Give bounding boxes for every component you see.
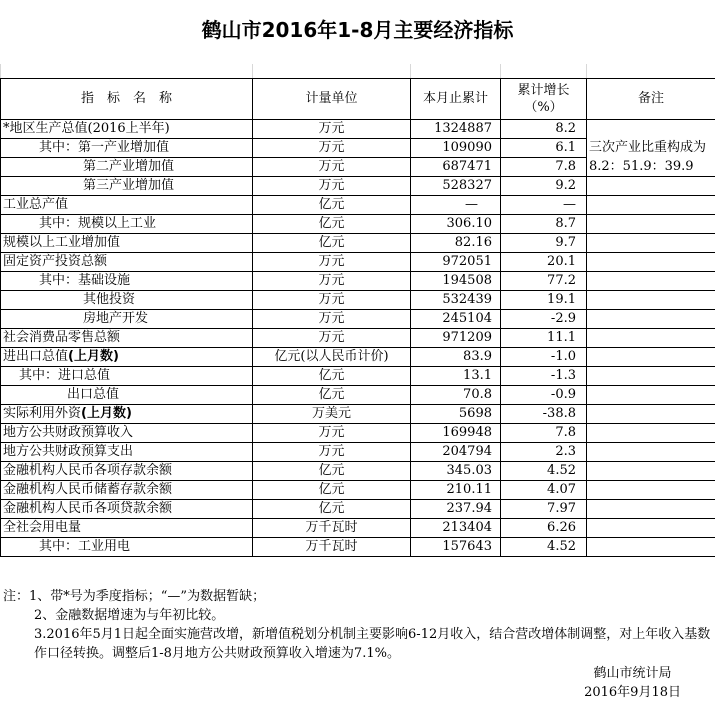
row-remark	[587, 424, 715, 443]
row-name: 全社会用电量	[1, 519, 253, 538]
row-remark	[587, 538, 715, 557]
row-name	[1, 405, 253, 424]
header-indicator: 指 标 名 称	[1, 79, 253, 120]
row-remark	[587, 329, 715, 348]
row-name: 其他投资	[1, 291, 253, 310]
row-name: 地方公共财政预算收入	[1, 424, 253, 443]
table-row	[1, 177, 715, 196]
row-remark	[587, 272, 715, 291]
table-row	[1, 120, 715, 139]
row-value: 972051	[411, 253, 501, 272]
header-cumulative: 本月止累计	[411, 79, 501, 120]
row-value: 245104	[411, 310, 501, 329]
row-unit: 万元	[253, 310, 411, 329]
row-name: 规模以上工业增加值	[1, 234, 253, 253]
row-unit: 万元	[253, 177, 411, 196]
table-row	[1, 500, 715, 519]
row-growth: 9.2	[501, 177, 587, 196]
row-remark	[587, 348, 715, 367]
row-growth: 77.2	[501, 272, 587, 291]
row-growth: 4.52	[501, 462, 587, 481]
row-value: 971209	[411, 329, 501, 348]
table-row	[1, 215, 715, 234]
row-value: 109090	[411, 139, 501, 158]
row-value: 169948	[411, 424, 501, 443]
row-name: 第三产业增加值	[1, 177, 253, 196]
row-unit: 万元	[253, 120, 411, 139]
row-unit: 万元	[253, 443, 411, 462]
row-remark	[587, 253, 715, 272]
table-row	[1, 405, 715, 424]
note-1: 注：1、带*号为季度指标；“—”为数据暂缺；	[3, 589, 266, 604]
row-growth: 4.52	[501, 538, 587, 557]
table-row	[1, 462, 715, 481]
signature-block	[584, 664, 681, 702]
row-name	[1, 348, 253, 367]
row-name: *地区生产总值(2016上半年)	[1, 120, 253, 139]
table-row	[1, 196, 715, 215]
table-spacer-row	[1, 64, 715, 79]
row-unit: 亿元	[253, 215, 411, 234]
row-growth: 7.97	[501, 500, 587, 519]
row-remark	[587, 481, 715, 500]
row-value: 5698	[411, 405, 501, 424]
row-growth: -2.9	[501, 310, 587, 329]
row-name-qualifier: (上月数)	[81, 406, 132, 421]
table-row	[1, 310, 715, 329]
row-name: 金融机构人民币各项贷款余额	[1, 500, 253, 519]
row-remark	[587, 196, 715, 215]
row-unit: 亿元	[253, 234, 411, 253]
row-unit: 亿元	[253, 462, 411, 481]
row-unit: 亿元(以人民币计价)	[253, 348, 411, 367]
row-unit: 万元	[253, 272, 411, 291]
row-value: 237.94	[411, 500, 501, 519]
remark-line-1: 三次产业比重构成为	[587, 139, 715, 158]
row-growth: -1.0	[501, 348, 587, 367]
row-unit: 亿元	[253, 386, 411, 405]
row-value: 13.1	[411, 367, 501, 386]
row-value: 687471	[411, 158, 501, 177]
row-remark	[587, 443, 715, 462]
row-remark	[587, 500, 715, 519]
row-remark	[587, 234, 715, 253]
row-name: 金融机构人民币储蓄存款余额	[1, 481, 253, 500]
row-unit: 万元	[253, 253, 411, 272]
row-remark	[587, 519, 715, 538]
table-row	[1, 386, 715, 405]
row-unit: 亿元	[253, 367, 411, 386]
row-unit: 亿元	[253, 500, 411, 519]
row-name: 第二产业增加值	[1, 158, 253, 177]
notes-section	[0, 587, 715, 663]
table-row	[1, 424, 715, 443]
row-remark	[587, 120, 715, 139]
row-growth: 7.8	[501, 158, 587, 177]
row-value: 82.16	[411, 234, 501, 253]
row-remark	[587, 405, 715, 424]
row-remark	[587, 462, 715, 481]
row-value: 306.10	[411, 215, 501, 234]
row-unit: 万千瓦时	[253, 519, 411, 538]
indicator-table	[0, 64, 715, 557]
row-name: 金融机构人民币各项存款余额	[1, 462, 253, 481]
row-value: —	[411, 196, 501, 215]
row-growth: 7.8	[501, 424, 587, 443]
row-remark	[587, 386, 715, 405]
row-value: 532439	[411, 291, 501, 310]
row-growth: 8.2	[501, 120, 587, 139]
row-growth: 6.26	[501, 519, 587, 538]
row-remark	[587, 177, 715, 196]
row-value: 204794	[411, 443, 501, 462]
row-name: 其中：进口总值	[1, 367, 253, 386]
remark-line-2: 8.2：51.9：39.9	[587, 158, 715, 177]
row-unit: 万元	[253, 158, 411, 177]
row-value: 210.11	[411, 481, 501, 500]
row-name: 工业总产值	[1, 196, 253, 215]
table-row	[1, 234, 715, 253]
row-value: 157643	[411, 538, 501, 557]
table-row	[1, 272, 715, 291]
row-unit: 万千瓦时	[253, 538, 411, 557]
table-row	[1, 481, 715, 500]
row-name: 固定资产投资总额	[1, 253, 253, 272]
table-row	[1, 367, 715, 386]
row-name: 其中：规模以上工业	[1, 215, 253, 234]
row-name-text: 进出口总值	[3, 349, 69, 364]
row-name: 地方公共财政预算支出	[1, 443, 253, 462]
row-growth: 2.3	[501, 443, 587, 462]
row-unit: 万元	[253, 291, 411, 310]
row-value: 1324887	[411, 120, 501, 139]
row-name-text: 实际利用外资	[3, 406, 82, 421]
row-name: 房地产开发	[1, 310, 253, 329]
row-growth: 11.1	[501, 329, 587, 348]
row-name: 社会消费品零售总额	[1, 329, 253, 348]
row-name: 出口总值	[1, 386, 253, 405]
table-row	[1, 538, 715, 557]
row-remark	[587, 291, 715, 310]
row-value: 194508	[411, 272, 501, 291]
row-growth: 6.1	[501, 139, 587, 158]
row-value: 213404	[411, 519, 501, 538]
row-remark	[587, 310, 715, 329]
row-remark	[587, 367, 715, 386]
row-growth: 9.7	[501, 234, 587, 253]
row-unit: 万美元	[253, 405, 411, 424]
row-value: 528327	[411, 177, 501, 196]
table-row	[1, 348, 715, 367]
table-row	[1, 139, 715, 158]
row-growth: -0.9	[501, 386, 587, 405]
table-row	[1, 519, 715, 538]
table-row	[1, 443, 715, 462]
row-growth: -38.8	[501, 405, 587, 424]
row-unit: 亿元	[253, 196, 411, 215]
note-3: 3.2016年5月1日起全面实施营改增，新增值税划分机制主要影响6-12月收入，结合营改增体制调整，对上年收入基数作口径转换。调整后1-8月地方公共财政预算收入增速为7.1%。	[34, 627, 711, 661]
row-unit: 万元	[253, 424, 411, 443]
row-growth: 20.1	[501, 253, 587, 272]
header-row	[1, 79, 715, 120]
row-value: 83.9	[411, 348, 501, 367]
row-unit: 万元	[253, 329, 411, 348]
row-growth: 19.1	[501, 291, 587, 310]
row-value: 345.03	[411, 462, 501, 481]
row-unit: 亿元	[253, 481, 411, 500]
row-growth: 8.7	[501, 215, 587, 234]
table-row	[1, 329, 715, 348]
row-value: 70.8	[411, 386, 501, 405]
row-name: 其中：基础设施	[1, 272, 253, 291]
row-growth: -1.3	[501, 367, 587, 386]
table-row	[1, 291, 715, 310]
note-2: 2、金融数据增速为与年初比较。	[34, 608, 225, 623]
row-remark	[587, 215, 715, 234]
row-name-qualifier: (上月数)	[68, 349, 119, 364]
table-row	[1, 158, 715, 177]
row-name: 其中：工业用电	[1, 538, 253, 557]
row-unit: 万元	[253, 139, 411, 158]
signature-date: 2016年9月18日	[584, 685, 681, 700]
header-unit: 计量单位	[253, 79, 411, 120]
page-title: 鹤山市2016年1-8月主要经济指标	[201, 18, 514, 42]
row-growth: 4.07	[501, 481, 587, 500]
table-row	[1, 253, 715, 272]
row-growth: —	[501, 196, 587, 215]
header-growth: 累计增长（%）	[501, 79, 587, 120]
header-remark: 备注	[587, 79, 715, 120]
signature-org: 鹤山市统计局	[593, 666, 672, 681]
row-name: 其中：第一产业增加值	[1, 139, 253, 158]
